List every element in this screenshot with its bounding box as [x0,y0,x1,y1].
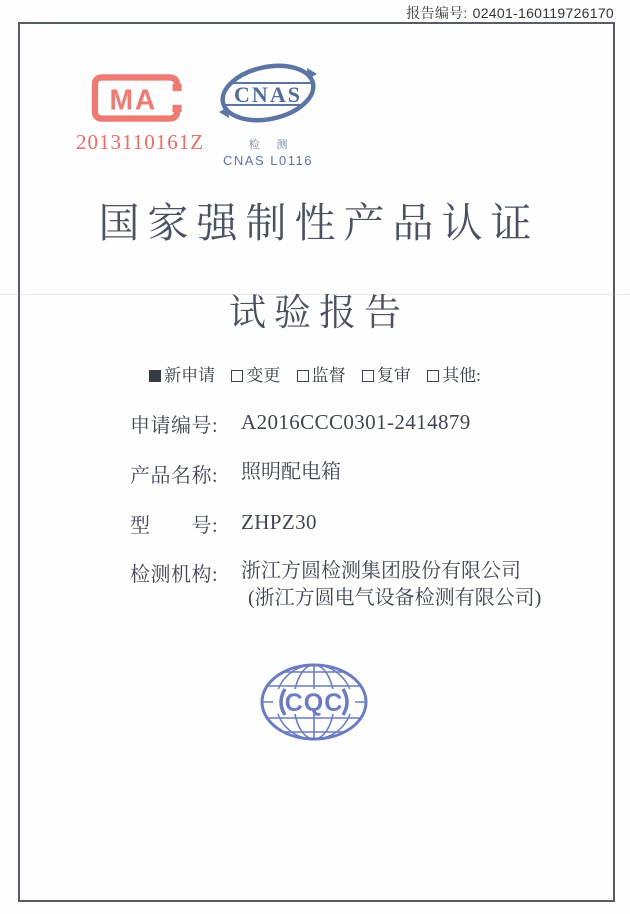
checkbox-label: 新申请 [164,366,216,385]
checkbox-square-icon [427,370,439,382]
checkbox-square-icon [297,370,309,382]
field-value [241,558,541,612]
field-model [130,509,317,538]
checkbox-label: 复审 [376,366,411,385]
cnas-logo-icon [218,62,318,128]
cqc-logo-icon [258,661,370,743]
cma-logo-text: MA [109,83,158,116]
report-number-line [406,3,614,23]
report-number-label: 报告编号: [406,5,468,21]
field-value: A2016CCC0301-2414879 [241,410,471,434]
document-title-line2: 试验报告 [229,293,409,334]
cnas-mark [216,62,320,168]
checkbox-square-icon [362,370,374,382]
checkbox-label: 其他: [442,366,481,385]
document-title-line1: 国家强制性产品认证 [98,200,540,246]
field-test-organization [130,558,541,612]
checkbox-other [427,361,481,386]
field-application-number [130,409,471,438]
cnas-logo-text: CNAS [234,82,302,107]
checkbox-label: 监督 [311,366,346,385]
cqc-mark [258,661,370,743]
report-number-value: 02401-160119726170 [472,5,614,21]
checkbox-change [231,361,280,386]
cma-cert-number: 2013110161Z [76,130,205,154]
checkbox-square-icon [231,370,243,382]
field-label: 检测机构: [130,564,219,586]
cma-mark [76,72,205,155]
cnas-accreditation-number: CNAS L0116 [223,153,313,168]
field-label: 产品名称: [130,465,219,487]
checkbox-supervision [297,361,346,386]
field-product-name [130,459,341,488]
cma-logo-icon [90,72,182,124]
test-org-line2: (浙江方圆电气设备检测有限公司) [248,587,542,609]
field-value: 照明配电箱 [241,461,341,483]
cqc-logo-text: CQC [284,689,344,717]
checkbox-review [362,361,411,386]
checkbox-square-icon [149,370,161,382]
application-type-checkboxes [0,361,630,386]
field-value: ZHPZ30 [241,510,317,534]
test-org-line1: 浙江方圆检测集团股份有限公司 [241,560,521,582]
checkbox-label: 变更 [246,366,281,385]
field-label: 型 号: [130,515,219,537]
checkbox-new-application [149,361,215,386]
cnas-caption-jiance: 检 测 [248,139,295,151]
field-label: 申请编号: [130,415,219,437]
